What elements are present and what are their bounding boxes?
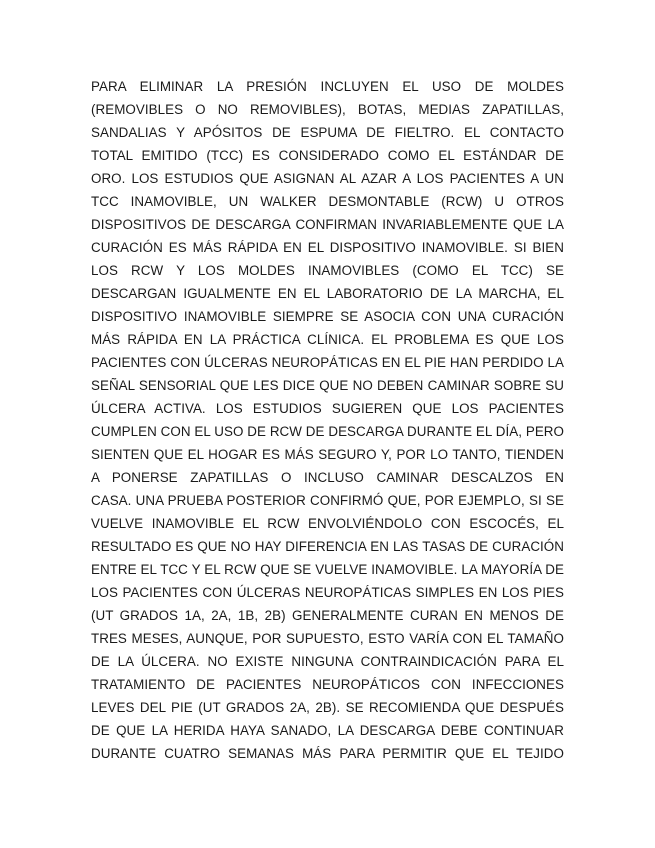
text-line-3: SANDALIAS Y APÓSITOS DE ESPUMA DE FIELTRO. EL CONTACTO (91, 125, 564, 140)
text-line-20: VUELVE INAMOVIBLE EL RCW ENVOLVIÉNDOLO CON ESCOCÉS, EL (91, 516, 564, 531)
text-line-2: (REMOVIBLES O NO REMOVIBLES), BOTAS, MEDIAS ZAPATILLAS, (91, 102, 564, 117)
text-line-4: TOTAL EMITIDO (TCC) ES CONSIDERADO COMO EL ESTÁNDAR DE (91, 148, 564, 163)
text-line-14: SEÑAL SENSORIAL QUE LES DICE QUE NO DEBEN CAMINAR SOBRE SU (91, 378, 564, 393)
text-line-26: DE LA ÚLCERA. NO EXISTE NINGUNA CONTRAINDICACIÓN PARA EL (91, 654, 564, 669)
text-line-1: PARA ELIMINAR LA PRESIÓN INCLUYEN EL USO DE MOLDES (91, 79, 564, 94)
text-line-19: CASA. UNA PRUEBA POSTERIOR CONFIRMÓ QUE, POR EJEMPLO, SI SE (91, 493, 564, 508)
text-line-12: MÁS RÁPIDA EN LA PRÁCTICA CLÍNICA. EL PROBLEMA ES QUE LOS (91, 332, 564, 347)
text-line-21: RESULTADO ES QUE NO HAY DIFERENCIA EN LAS TASAS DE CURACIÓN (91, 539, 564, 554)
text-line-27: TRATAMIENTO DE PACIENTES NEUROPÁTICOS CON INFECCIONES (91, 677, 564, 692)
text-line-25: TRES MESES, AUNQUE, POR SUPUESTO, ESTO VARÍA CON EL TAMAÑO (91, 631, 564, 646)
text-line-13: PACIENTES CON ÚLCERAS NEUROPÁTICAS EN EL PIE HAN PERDIDO LA (91, 355, 564, 370)
text-line-10: DESCARGAN IGUALMENTE EN EL LABORATORIO DE LA MARCHA, EL (91, 286, 564, 301)
text-line-7: DISPOSITIVOS DE DESCARGA CONFIRMAN INVARIABLEMENTE QUE LA (91, 217, 564, 232)
text-line-29: DE QUE LA HERIDA HAYA SANADO, LA DESCARGA DEBE CONTINUAR (91, 723, 564, 738)
text-line-28: LEVES DEL PIE (UT GRADOS 2A, 2B). SE RECOMIENDA QUE DESPUÉS (91, 700, 564, 715)
text-line-5: ORO. LOS ESTUDIOS QUE ASIGNAN AL AZAR A LOS PACIENTES A UN (91, 171, 564, 186)
text-line-22: ENTRE EL TCC Y EL RCW QUE SE VUELVE INAMOVIBLE. LA MAYORÍA DE (91, 562, 564, 577)
text-line-24: (UT GRADOS 1A, 2A, 1B, 2B) GENERALMENTE CURAN EN MENOS DE (91, 608, 564, 623)
body-paragraph (91, 75, 564, 765)
text-line-15: ÚLCERA ACTIVA. LOS ESTUDIOS SUGIEREN QUE LOS PACIENTES (91, 401, 564, 416)
text-line-30: DURANTE CUATRO SEMANAS MÁS PARA PERMITIR QUE EL TEJIDO (91, 746, 564, 761)
text-line-18: A PONERSE ZAPATILLAS O INCLUSO CAMINAR DESCALZOS EN (91, 470, 564, 485)
text-line-16: CUMPLEN CON EL USO DE RCW DE DESCARGA DURANTE EL DÍA, PERO (91, 424, 564, 439)
text-line-9: LOS RCW Y LOS MOLDES INAMOVIBLES (COMO EL TCC) SE (91, 263, 564, 278)
text-line-6: TCC INAMOVIBLE, UN WALKER DESMONTABLE (RCW) U OTROS (91, 194, 564, 209)
text-line-23: LOS PACIENTES CON ÚLCERAS NEUROPÁTICAS SIMPLES EN LOS PIES (91, 585, 564, 600)
text-line-17: SIENTEN QUE EL HOGAR ES MÁS SEGURO Y, POR LO TANTO, TIENDEN (91, 447, 564, 462)
text-line-8: CURACIÓN ES MÁS RÁPIDA EN EL DISPOSITIVO INAMOVIBLE. SI BIEN (91, 240, 564, 255)
text-line-11: DISPOSITIVO INAMOVIBLE SIEMPRE SE ASOCIA CON UNA CURACIÓN (91, 309, 564, 324)
